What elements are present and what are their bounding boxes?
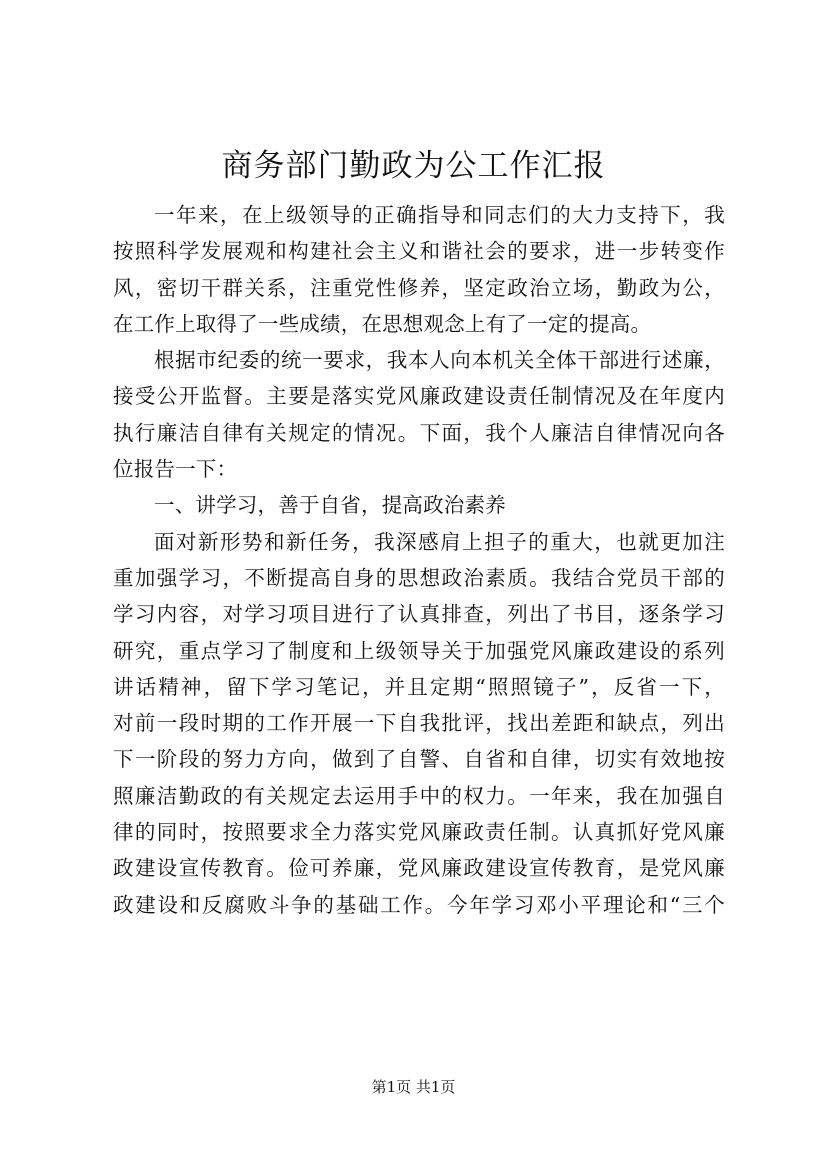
body-line: 学习内容，对学习项目进行了认真排查，列出了书目，逐条学习: [113, 602, 725, 627]
body-line: 风，密切干群关系，注重党性修养，坚定政治立场，勤政为公，: [113, 275, 725, 300]
body-line: 按照科学发展观和构建社会主义和谐社会的要求，进一步转变作: [113, 239, 725, 264]
body-line: 接受公开监督。主要是落实党风廉政建设责任制情况及在年度内: [113, 384, 725, 409]
document-title: 商务部门勤政为公工作汇报: [221, 148, 606, 184]
body-line: 根据市纪委的统一要求，我本人向本机关全体干部进行述廉，: [154, 348, 725, 373]
body-line: 照廉洁勤政的有关规定去运用手中的权力。一年来，我在加强自: [113, 783, 725, 808]
body-line: 政建设和反腐败斗争的基础工作。今年学习邓小平理论和“三个: [113, 892, 725, 917]
body-line: 对前一段时期的工作开展一下自我批评，找出差距和缺点，列出: [113, 711, 725, 736]
body-line: 位报告一下：: [113, 457, 238, 482]
body-line: 研究，重点学习了制度和上级领导关于加强党风廉政建设的系列: [113, 638, 725, 663]
body-line: 面对新形势和新任务，我深感肩上担子的重大，也就更加注: [154, 529, 725, 554]
body-line: 律的同时，按照要求全力落实党风廉政责任制。认真抓好党风廉: [113, 820, 725, 845]
body-line: 在工作上取得了一些成绩，在思想观念上有了一定的提高。: [113, 311, 652, 336]
document-body: [113, 197, 725, 923]
body-line: 执行廉洁自律有关规定的情况。下面，我个人廉洁自律情况向各: [113, 420, 725, 445]
body-line: 一年来，在上级领导的正确指导和同志们的大力支持下，我: [154, 203, 725, 227]
body-line: 讲话精神，留下学习笔记，并且定期“照照镜子”，反省一下，: [113, 674, 725, 699]
page-footer: 第1页 共1页: [371, 1078, 456, 1096]
body-line: 政建设宣传教育。俭可养廉，党风廉政建设宣传教育，是党风廉: [113, 856, 725, 881]
section-heading: 一、讲学习，善于自省，提高政治素养: [154, 493, 506, 518]
body-line: 下一阶段的努力方向，做到了自警、自省和自律，切实有效地按: [113, 747, 725, 772]
body-line: 重加强学习，不断提高自身的思想政治素质。我结合党员干部的: [113, 565, 725, 590]
